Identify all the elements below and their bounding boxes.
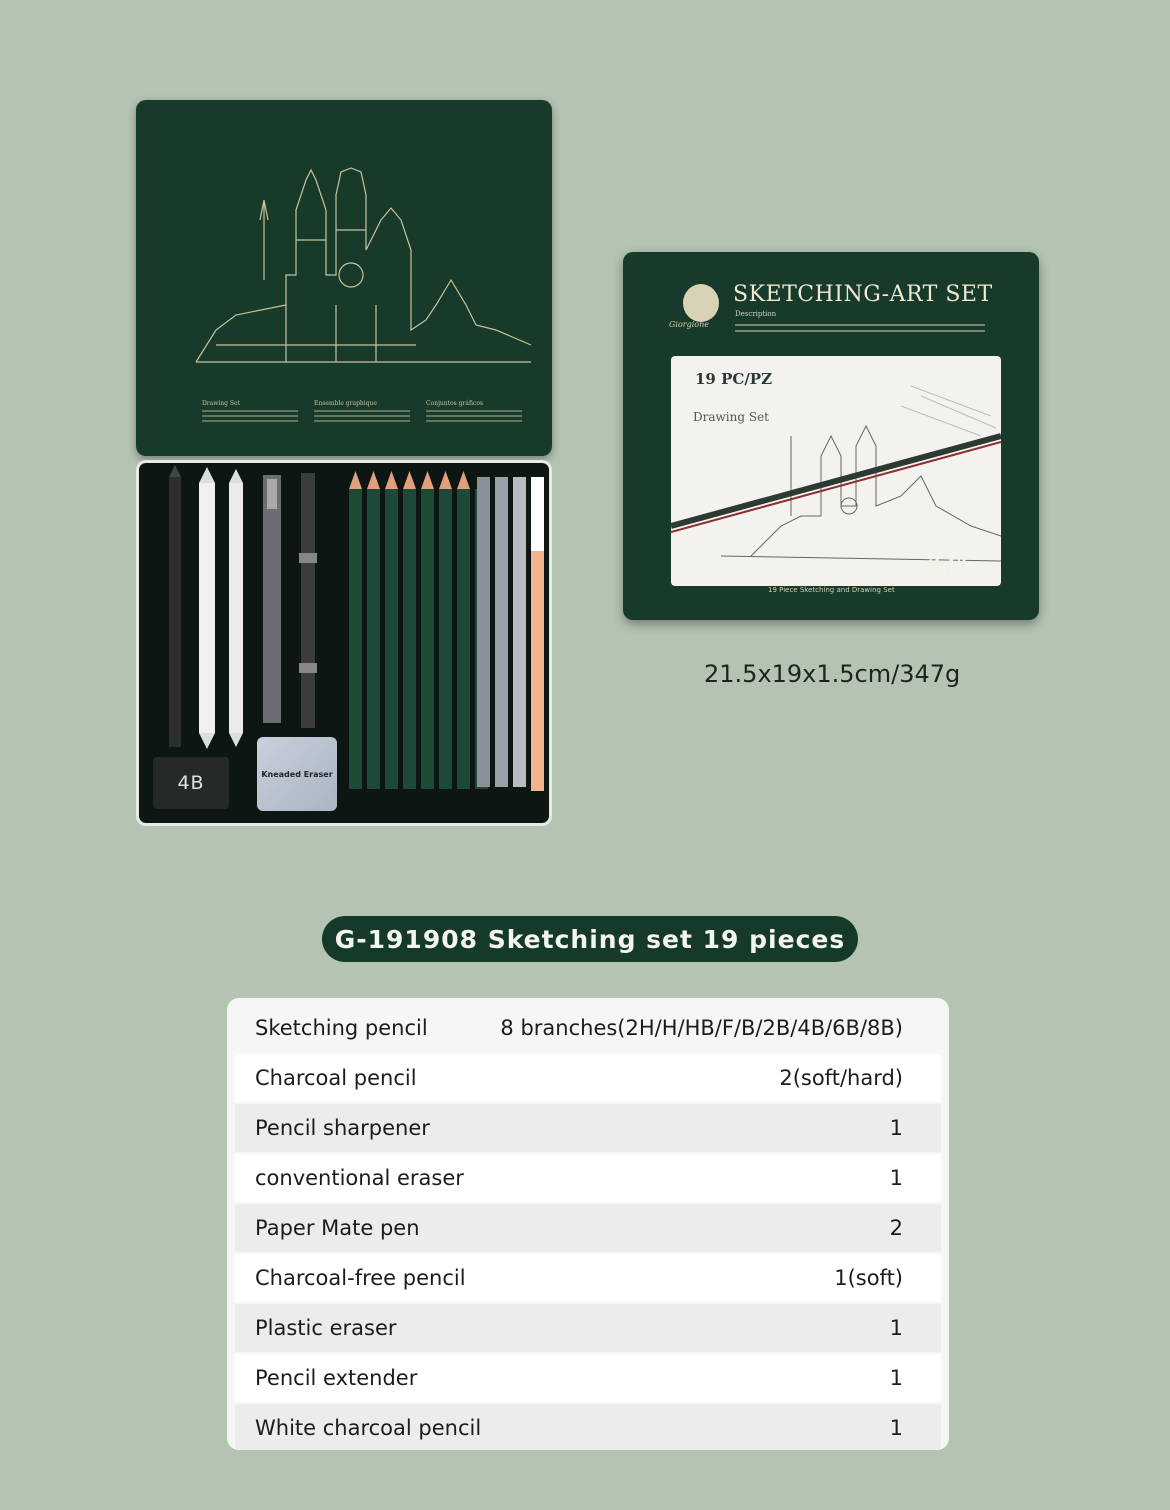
table-row	[235, 1104, 941, 1152]
tin-description-lines	[735, 324, 985, 336]
table-row	[235, 1304, 941, 1352]
item-quantity: 1	[889, 1416, 903, 1440]
pencil-graphic	[671, 436, 1001, 526]
tin-title: SKETCHING-ART SET	[733, 282, 993, 307]
tin-lid	[136, 100, 552, 456]
item-quantity: 8 branches(2H/H/HB/F/B/2B/4B/6B/8B)	[500, 1016, 903, 1040]
table-row	[235, 1004, 941, 1052]
item-quantity: 1	[889, 1116, 903, 1140]
item-name: Charcoal-free pencil	[255, 1266, 466, 1290]
table-row	[235, 1354, 941, 1402]
craft-knife	[263, 475, 281, 723]
item-quantity: 1(soft)	[834, 1266, 903, 1290]
item-name: Plastic eraser	[255, 1316, 397, 1340]
sketching-pencils	[349, 471, 488, 789]
brand-signature: Giorgione	[669, 320, 709, 329]
piece-count: 19 PC/PZ	[695, 370, 773, 388]
table-row	[235, 1204, 941, 1252]
item-quantity: 1	[889, 1316, 903, 1340]
item-quantity: 2	[889, 1216, 903, 1240]
table-row	[235, 1254, 941, 1302]
table-row	[235, 1404, 941, 1450]
artist-portrait-icon	[681, 282, 721, 324]
item-name: Pencil extender	[255, 1366, 418, 1390]
tin-tray	[136, 460, 552, 826]
tin-subtitle: Description	[735, 310, 777, 318]
item-quantity: 1	[889, 1166, 903, 1190]
eraser-4b: 4B	[153, 757, 229, 809]
card-label: Drawing Set	[693, 410, 769, 424]
item-quantity: 1	[889, 1366, 903, 1390]
blending-stump	[229, 483, 243, 733]
table-row	[235, 1054, 941, 1102]
open-tin-image	[136, 100, 554, 828]
item-name: conventional eraser	[255, 1166, 464, 1190]
closed-tin-image	[623, 252, 1039, 620]
pencil-extender	[301, 473, 315, 728]
art-logo: Art	[923, 546, 972, 581]
kneaded-eraser: Kneaded Eraser	[257, 737, 337, 811]
blending-stump	[199, 483, 215, 733]
lid-text-columns: Drawing Set Ensemble graphique Conjuntos gráficos	[202, 400, 522, 425]
item-quantity: 2(soft/hard)	[779, 1066, 903, 1090]
charcoal-stick	[169, 477, 181, 747]
spec-table	[227, 998, 949, 1450]
item-name: Sketching pencil	[255, 1016, 428, 1040]
item-name: White charcoal pencil	[255, 1416, 482, 1440]
product-title: G-191908 Sketching set 19 pieces	[322, 916, 858, 962]
tin-footer-text: 19 Piece Sketching and Drawing Set	[768, 586, 895, 594]
item-name: Paper Mate pen	[255, 1216, 420, 1240]
item-name: Charcoal pencil	[255, 1066, 417, 1090]
table-row	[235, 1154, 941, 1202]
product-dimensions: 21.5x19x1.5cm/347g	[704, 660, 961, 688]
item-name: Pencil sharpener	[255, 1116, 430, 1140]
